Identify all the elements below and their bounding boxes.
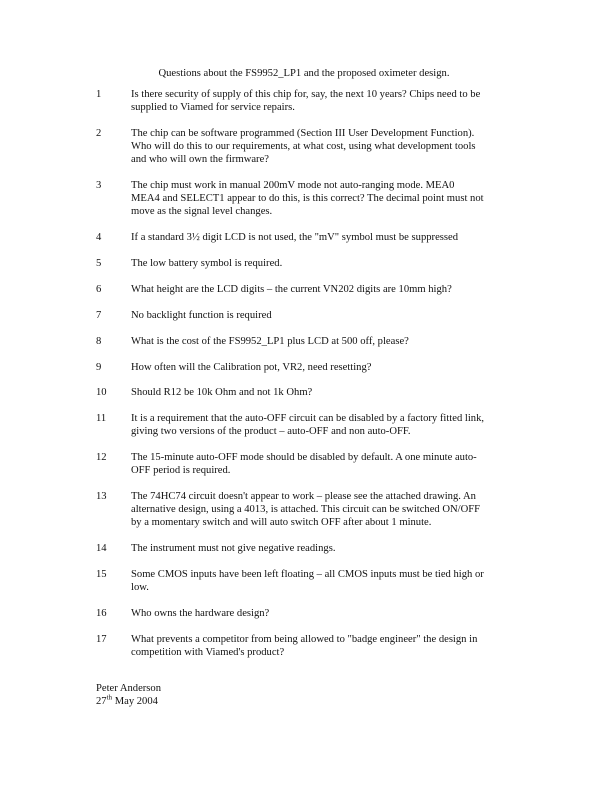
question-number: 12: [96, 452, 107, 463]
question-number: 16: [96, 608, 107, 619]
question-line: The instrument must not give negative readings.: [131, 543, 336, 554]
question-text: [131, 127, 531, 166]
question-number: 7: [96, 310, 102, 321]
question-number: 2: [96, 128, 102, 139]
question-number: 1: [96, 89, 102, 100]
question-number: 14: [96, 543, 107, 554]
date: [96, 695, 161, 708]
question-text: [131, 633, 531, 659]
question-text: [131, 451, 531, 477]
question-line: What height are the LCD digits – the current VN202 digits are 10mm high?: [131, 284, 452, 295]
question-number: 6: [96, 284, 102, 295]
question-number: 11: [96, 413, 107, 424]
question-line: and who will own the firmware?: [131, 154, 269, 165]
question-line: alternative design, using a 4013, is attached. This circuit can be switched ON/OFF: [131, 504, 481, 515]
question-line: low.: [131, 582, 149, 593]
question-number: 17: [96, 634, 107, 645]
question-line: Who owns the hardware design?: [131, 608, 270, 619]
question-text: [131, 179, 531, 218]
question-line: It is a requirement that the auto-OFF circuit can be disabled by a factory fitted link,: [131, 413, 485, 424]
question-line: No backlight function is required: [131, 310, 272, 321]
question-number: 4: [96, 232, 102, 243]
question-text: [131, 88, 531, 114]
question-line: competition with Viamed's product?: [131, 647, 285, 658]
question-line: Should R12 be 10k Ohm and not 1k Ohm?: [131, 387, 313, 398]
question-text: [131, 386, 531, 399]
question-text: [131, 361, 531, 374]
question-text: [131, 490, 531, 529]
question-text: [131, 257, 531, 270]
question-line: The chip must work in manual 200mV mode not auto-ranging mode. MEA0: [131, 180, 455, 191]
question-line: The 74HC74 circuit doesn't appear to work – please see the attached drawing. An: [131, 491, 476, 502]
question-line: The low battery symbol is required.: [131, 258, 283, 269]
question-line: What is the cost of the FS9952_LP1 plus LCD at 500 off, please?: [131, 336, 409, 347]
question-text: [131, 309, 531, 322]
question-line: What prevents a competitor from being allowed to "badge engineer" the design in: [131, 634, 478, 645]
question-line: If a standard 3½ digit LCD is not used, the "mV" symbol must be suppressed: [131, 232, 459, 243]
question-number: 15: [96, 569, 107, 580]
question-line: Who will do this to our requirements, at what cost, using what development tools: [131, 141, 476, 152]
question-line: The 15-minute auto-OFF mode should be disabled by default. A one minute auto-: [131, 452, 477, 463]
document-title: Questions about the FS9952_LP1 and the proposed oximeter design.: [158, 68, 450, 79]
question-line: by a momentary switch and will auto switch OFF after about 1 minute.: [131, 517, 432, 528]
date-day: 27: [96, 696, 107, 707]
question-text: [131, 231, 531, 244]
date-suffix: th: [106, 693, 113, 702]
question-text: [131, 607, 531, 620]
question-text: [131, 335, 531, 348]
question-text: [131, 412, 531, 438]
date-rest: May 2004: [112, 696, 158, 707]
question-text: [131, 542, 531, 555]
question-number: 13: [96, 491, 107, 502]
question-line: move as the signal level changes.: [131, 206, 273, 217]
question-line: The chip can be software programmed (Section III User Development Function).: [131, 128, 475, 139]
question-number: 10: [96, 387, 107, 398]
question-text: [131, 568, 531, 594]
question-line: Is there security of supply of this chip for, say, the next 10 years? Chips need to be: [131, 89, 481, 100]
question-number: 8: [96, 336, 102, 347]
question-line: OFF period is required.: [131, 465, 231, 476]
signature-block: [96, 682, 161, 708]
question-line: giving two versions of the product – auto-OFF and non auto-OFF.: [131, 426, 411, 437]
question-text: [131, 283, 531, 296]
question-number: 5: [96, 258, 102, 269]
question-line: MEA4 and SELECT1 appear to do this, is this correct? The decimal point must not: [131, 193, 484, 204]
question-number: 3: [96, 180, 102, 191]
question-number: 9: [96, 362, 102, 373]
question-line: Some CMOS inputs have been left floating – all CMOS inputs must be tied high or: [131, 569, 484, 580]
author-name: Peter Anderson: [96, 683, 162, 694]
question-line: How often will the Calibration pot, VR2, need resetting?: [131, 362, 372, 373]
question-line: supplied to Viamed for service repairs.: [131, 102, 295, 113]
